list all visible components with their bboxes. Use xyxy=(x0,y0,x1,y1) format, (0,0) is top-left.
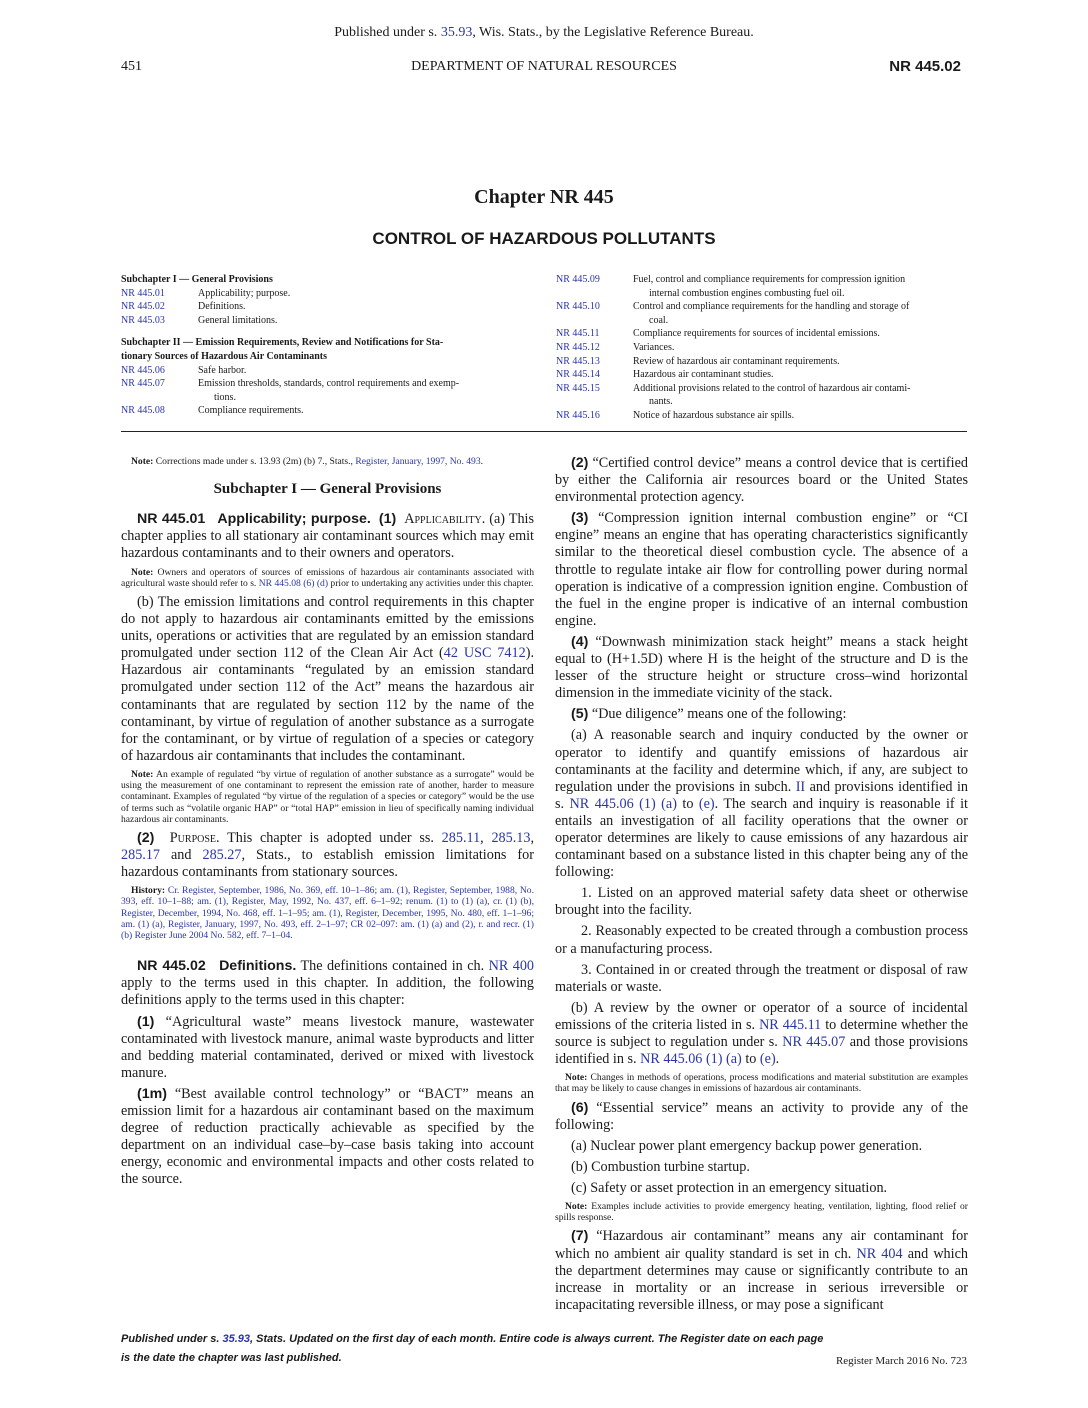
definition-5-a-1: 1. Listed on an approved material safety data sheet or otherwise brought into the facility. xyxy=(555,885,968,919)
toc-item-text: Review of hazardous air contaminant requirements. xyxy=(633,355,840,367)
toc-link[interactable]: NR 445.14 xyxy=(556,369,600,381)
section-link[interactable]: (e) xyxy=(759,1051,776,1068)
toc-item-text: General limitations. xyxy=(198,314,278,326)
toc-right xyxy=(556,273,969,423)
toc-link[interactable]: NR 445.12 xyxy=(556,341,600,353)
section-link[interactable]: NR 445.11 xyxy=(759,1016,822,1033)
toc-item xyxy=(556,327,969,341)
toc-item-text: Compliance requirements for sources of incidental emissions. xyxy=(633,328,880,340)
definition-7: (7) “Hazardous air contaminant” means any air contaminant for which no ambient air quality standard is set in ch. NR 404 and which the department determines may cause or significantly contribute to an increase in mortality or an increase in serious irreversible or incapacitating reversible illness, or may pose a significant xyxy=(555,1228,968,1313)
footer-line2: is the date the chapter was last published. xyxy=(121,1352,342,1364)
toc-item-text: Definitions. xyxy=(198,301,246,313)
toc-link[interactable]: NR 445.02 xyxy=(121,301,165,313)
section-link[interactable]: NR 445.07 xyxy=(782,1034,846,1050)
note-corrections: Note: Corrections made under s. 13.93 (2m) (b) 7., Stats., Register, January, 1997, No. 493. xyxy=(131,456,484,467)
toc-link[interactable]: NR 445.06 xyxy=(121,364,165,376)
toc-item xyxy=(556,300,969,327)
footer-notice xyxy=(121,1330,941,1368)
toc-subchapter2-heading: Subchapter II — Emission Requirements, Review and Notifications for Sta- xyxy=(121,337,444,349)
subchapter-link[interactable]: II xyxy=(795,778,806,795)
statute-link[interactable]: 35.93 xyxy=(222,1333,250,1345)
section-445-01: NR 445.01 Applicability; purpose. (1) Applicability. (a) This chapter applies to all stationary air contaminant sources which may emit hazardous contaminants and to their owners and operators. xyxy=(121,511,535,562)
toc-link[interactable]: NR 445.15 xyxy=(556,382,600,394)
statute-link[interactable]: 35.93 xyxy=(440,25,473,40)
toc-item xyxy=(121,287,536,301)
toc-link[interactable]: NR 445.03 xyxy=(121,314,165,326)
toc-item-text: Hazardous air contaminant studies. xyxy=(633,369,774,381)
definition-5-a-3: 3. Contained in or created through the treatment or disposal of raw materials or waste. xyxy=(555,961,968,995)
statute-link[interactable]: 285.13 xyxy=(491,829,531,846)
section-header: NR 445.02 xyxy=(889,58,961,75)
toc-link[interactable]: NR 445.11 xyxy=(556,328,600,340)
definition-4: (4) “Downwash minimization stack height” means a stack height equal to (H+1.5D) where H is the height of the structure and D is the lesser of the structure height or structure cross–wind horizontal dimension in the immediate vicinity of the stack. xyxy=(555,633,968,702)
definition-5-a-2: 2. Reasonably expected to be created through a combustion process or a manufacturing process. xyxy=(555,923,968,957)
history-note: History: Cr. Register, September, 1986, No. 369, eff. 10–1–86; am. (1), Register, September, 1988, No. 393, eff. 10–1–88; am. (1), Register, May, 1992, No. 437, eff. 6–1–92; renum. (1) to (1) (a), cr. (1) (b), Register, December, 1994, No. 468, eff. 1–1–95; am. (1), Register, December, 1995, No. 480, eff. 1–1–96; am. (1) (a), Register, January, 1997, No. 493, eff. 2–1–97; CR 02–097: am. (1) (a) and (2), r. and recr. (1) (b) Register June 2004 No. 582, eff. 7–1–04. xyxy=(121,885,534,942)
toc-item-text: Compliance requirements. xyxy=(198,405,304,417)
toc-item xyxy=(121,404,536,418)
toc-left xyxy=(121,273,536,418)
toc-item xyxy=(121,300,536,314)
toc-item xyxy=(121,364,536,378)
statute-link[interactable]: 285.17 xyxy=(121,847,161,864)
toc-subchapter2-heading-cont: tionary Sources of Hazardous Air Contaminants xyxy=(121,350,328,362)
note-owners: Note: Owners and operators of sources of emissions of hazardous air contaminants associated with agricultural waste should refer to s. NR 445.08 (6) (d) prior to undertaking any activities under this chapter. xyxy=(121,566,534,589)
toc-link[interactable]: NR 445.07 xyxy=(121,378,165,390)
register-link[interactable]: Register, January, 1997, No. 493 xyxy=(355,456,481,467)
department-header: DEPARTMENT OF NATURAL RESOURCES xyxy=(411,59,677,74)
toc-item xyxy=(556,382,969,409)
toc-item xyxy=(556,341,969,355)
usc-link[interactable]: 42 USC 7412 xyxy=(443,645,526,662)
definition-3: (3) “Compression ignition internal combustion engine” or “CI engine” means an engine that has operating characteristics significantly similar to the theoretical diesel combustion cycle. The absence of a throttle to regulate intake air flow for controlling power during normal operation is indicative of a compression ignition engine. Combustion of the fuel in the engine proper is indicative of an internal combustion engine. xyxy=(555,510,968,629)
publisher-pre: Published under s. xyxy=(334,25,441,40)
toc-item-text: Control and compliance requirements for the handling and storage of coal. xyxy=(633,301,910,326)
chapter-link[interactable]: NR 404 xyxy=(856,1245,903,1262)
toc-item-text: Additional provisions related to the control of hazardous air contami- nants. xyxy=(633,382,911,408)
definition-5: (5) “Due diligence” means one of the following: xyxy=(571,706,847,723)
toc-item xyxy=(556,273,969,300)
toc-item-text: Variances. xyxy=(633,341,675,353)
definition-5-a: (a) A reasonable search and inquiry conducted by the owner or operator to identify and quantify emissions of hazardous air contaminants at the facility and determine which, if any, are subject to regulation under the provisions in subch. II and provisions identified in s. NR 445.06 (1) (a) to (e). The search and inquiry is reasonable if it entails an investigation of all facility operations that the owner or operator determines are likely to cause emissions of any hazardous air contaminant based on a substance listed in this chapter being any of the following: xyxy=(555,727,968,881)
statute-link[interactable]: 285.27 xyxy=(202,847,242,864)
definition-1: (1) “Agricultural waste” means livestock manure, wastewater contaminated with livestock manure, animal waste byproducts and litter and bedding material contaminated, derived or mixed with livestock manure. xyxy=(121,1013,534,1081)
toc-item-text: Fuel, control and compliance requirements for compression ignition internal combustion engines combusting fuel oil. xyxy=(633,274,906,299)
publisher-line xyxy=(0,25,1088,41)
history-text[interactable]: Cr. Register, September, 1986, No. 369, eff. 10–1–86; am. (1), Register, September, 1988, No. 393, eff. 10–1–88; am. (1), Register, May, 1992, No. 437, eff. 6–1–92; renum. (1) to (1) (a), cr. (1) (b), Register, December, 1994, No. 468, eff. 1–1–95; am. (1), Register, December, 1995, No. 480, eff. 1–1–96; am. (1) (a), Register, January, 1997, No. 493, eff. 2–1–97; CR 02–097: am. (1) (a) and (2), r. and recr. (1) (b) Register June 2004 No. 582, eff. 7–1–04. xyxy=(121,885,534,942)
toc-link[interactable]: NR 445.01 xyxy=(121,287,165,299)
toc-item xyxy=(121,314,536,328)
definition-6: (6) “Essential service” means an activity to provide any of the following: xyxy=(555,1099,968,1133)
subchapter-heading: Subchapter I — General Provisions xyxy=(213,481,442,498)
section-link[interactable]: NR 445.06 (1) (a) xyxy=(640,1051,742,1068)
statute-link[interactable]: 285.11 xyxy=(441,829,481,846)
section-link[interactable]: NR 445.06 (1) (a) xyxy=(569,795,677,812)
chapter-subtitle: CONTROL OF HAZARDOUS POLLUTANTS xyxy=(372,229,716,248)
chapter-title: Chapter NR 445 xyxy=(474,186,614,208)
footer-line1: Published under s. 35.93, Stats. Updated on the first day of each month. Entire code is always current. The Register date on each page xyxy=(121,1333,824,1345)
definition-6-b: (b) Combustion turbine startup. xyxy=(571,1158,750,1175)
definition-5-b: (b) A review by the owner or operator of a source of incidental emissions of the criteria listed in s. NR 445.11 to determine whether the source is subject to regulation under s. NR 445.07 and those provisions identified in s. NR 445.06 (1) (a) to (e). xyxy=(555,999,968,1068)
section-445-01-b: (b) The emission limitations and control requirements in this chapter do not apply to hazardous air contaminants emitted by the emissions units, operations or activities that are regulated by an emission standard promulgated under section 112 of the Clean Air Act (42 USC 7412). Hazardous air contaminants “regulated by an emission standard promulgated under section 112 of the Act” means the hazardous air contaminants that are regulated by section 112 by the name of the contaminant, by virtue of regulation of another substance as a surrogate for the contaminant, or by virtue of regulation of a species or category of hazardous air contaminants that includes the contaminant. xyxy=(121,593,534,764)
left-column xyxy=(121,455,534,1192)
publisher-post: , Wis. Stats., by the Legislative Reference Bureau. xyxy=(472,25,754,40)
toc-item-text: Safe harbor. xyxy=(198,364,247,376)
definition-6-c: (c) Safety or asset protection in an emergency situation. xyxy=(571,1179,888,1196)
toc-item xyxy=(556,409,969,423)
toc-link[interactable]: NR 445.16 xyxy=(556,409,600,421)
toc-link[interactable]: NR 445.08 xyxy=(121,405,165,417)
toc-subchapter1-heading: Subchapter I — General Provisions xyxy=(121,274,273,285)
section-445-01-2: (2) Purpose. This chapter is adopted under ss. 285.11, 285.13, 285.17 and 285.27, Stats., to establish emission limitations for hazardous contaminants from stationary sources. xyxy=(121,829,535,881)
right-column xyxy=(555,455,968,1318)
toc-link[interactable]: NR 445.09 xyxy=(556,274,600,285)
divider-rule xyxy=(121,431,967,432)
toc-item-text: Applicability; purpose. xyxy=(198,287,291,299)
section-link[interactable]: NR 445.08 (6) (d) xyxy=(258,577,329,589)
toc-item-text: Notice of hazardous substance air spills. xyxy=(633,409,795,421)
chapter-link[interactable]: NR 400 xyxy=(488,958,535,975)
toc-link[interactable]: NR 445.10 xyxy=(556,301,600,313)
definition-6-a: (a) Nuclear power plant emergency backup power generation. xyxy=(571,1137,923,1154)
section-link[interactable]: (e) xyxy=(698,795,715,812)
note-surrogate: Note: An example of regulated “by virtue of regulation of another substance as a surrogate” would be using the measurement of one contaminant to represent the emission rate of another, harder to measure contaminant. Examples of regulated “by virtue of the regulation of a species or category” would be the use of terms such as “volatile organic HAP” or “total HAP” emission in lieu of specifically naming individual hazardous air contaminants. xyxy=(121,768,534,825)
definition-1m: (1m) “Best available control technology” or “BACT” means an emission limit for a hazardous air contaminant based on the maximum degree of reduction practically achievable as specified by the department on an individual case–by–case basis taking into account energy, economic and environmental impacts and other costs related to the source. xyxy=(121,1085,534,1188)
register-date: Register March 2016 No. 723 xyxy=(835,1355,967,1367)
toc-item xyxy=(556,355,969,369)
toc-item xyxy=(556,368,969,382)
section-445-02: NR 445.02 Definitions. The definitions contained in ch. NR 400 apply to the terms used in this chapter. In addition, the following definitions apply to the terms used in this chapter: xyxy=(121,958,535,1009)
toc-item-text: Emission thresholds, standards, control requirements and exemp- tions. xyxy=(198,378,460,403)
definition-2: (2) “Certified control device” means a control device that is certified by either the California air resources board or the United States environmental protection agency. xyxy=(555,455,968,506)
note-changes: Note: Changes in methods of operations, process modifications and material substitution are examples that may be likely to cause changes in emissions of hazardous air contaminants. xyxy=(555,1072,968,1095)
page-number: 451 xyxy=(121,59,142,74)
note-examples: Note: Examples include activities to provide emergency heating, ventilation, lighting, flood relief or spills response. xyxy=(555,1201,968,1224)
toc-link[interactable]: NR 445.13 xyxy=(556,355,600,367)
toc-item xyxy=(121,377,536,404)
